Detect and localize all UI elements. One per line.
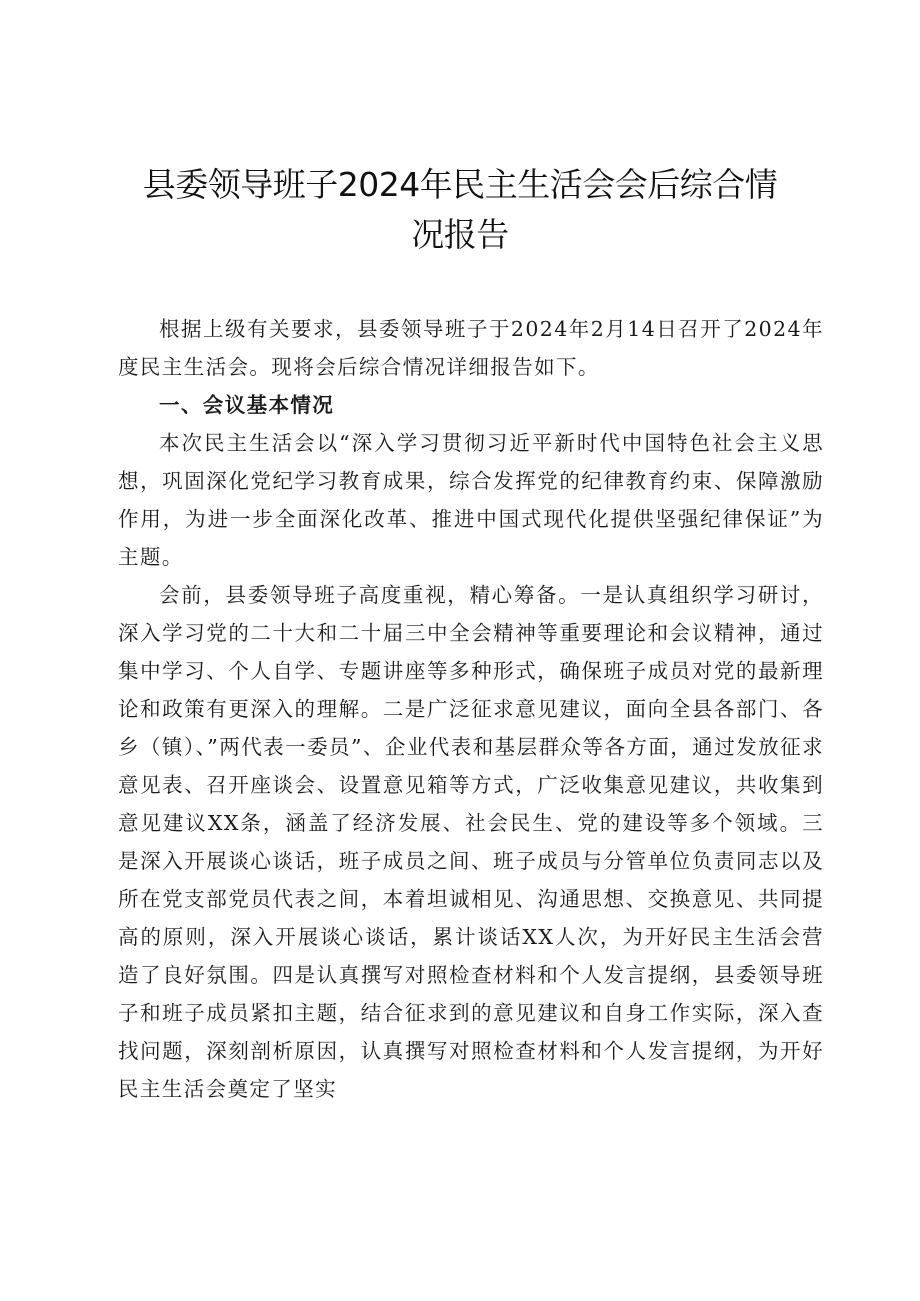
paragraph-preparation: 会前，县委领导班子高度重视，精心筹备。一是认真组织学习研讨，深入学习党的二十大和二十届三中全会精神等重要理论和会议精神，通过集中学习、个人自学、专题讲座等多种形式，确保班子成员对党的最新理论和政策有更深入的理解。二是广泛征求意见建议，面向全县各部门、各乡（镇）、”两代表一委员”、企业代表和基层群众等各方面，通过发放征求意见表、召开座谈会、设置意见箱等方式，广泛收集意见建议，共收集到意见建议XX条，涵盖了经济发展、社会民生、党的建设等多个领域。三是深入开展谈心谈话，班子成员之间、班子成员与分管单位负责同志以及所在党支部党员代表之间，本着坦诚相见、沟通思想、交换意见、共同提高的原则，深入开展谈心谈话，累计谈话XX人次，为开好民主生活会营造了良好氛围。四是认真撰写对照检查材料和个人发言提纲，县委领导班子和班子成员紧扣主题，结合征求到的意见建议和自身工作实际，深入查找问题，深刻剖析原因，认真撰写对照检查材料和个人发言提纲，为开好民主生活会奠定了坚实 — [118, 583, 824, 1101]
paragraph-theme: 本次民主生活会以“深入学习贯彻习近平新时代中国特色社会主义思想，巩固深化党纪学习教育成果，综合发挥党的纪律教育约束、保障激励作用，为进一步全面深化改革、推进中国式现代化提供坚强纪律保证”为主题。 — [118, 431, 824, 569]
title-line-2: 况报告 — [411, 215, 509, 254]
document-body — [118, 310, 824, 1108]
section-heading-1: 一、会议基本情况 — [159, 393, 335, 417]
title-line-1: 县委领导班子2024年民主生活会会后综合情 — [142, 165, 778, 204]
intro-paragraph: 根据上级有关要求，县委领导班子于2024年2月14日召开了2024年度民主生活会。现将会后综合情况详细报告如下。 — [118, 317, 824, 379]
document-title — [100, 160, 820, 260]
